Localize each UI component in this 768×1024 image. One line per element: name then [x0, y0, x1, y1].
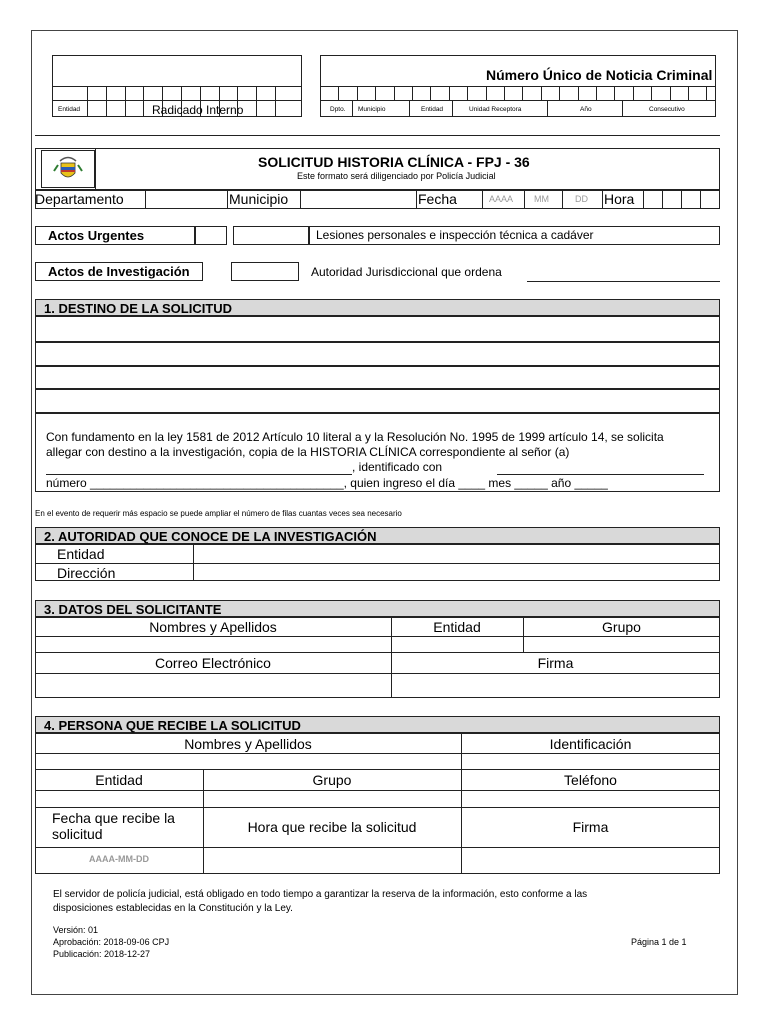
s4-grupo-field[interactable]: [204, 791, 460, 807]
cell-divider: [352, 100, 353, 117]
s4-telefono-label: Teléfono: [564, 772, 617, 788]
cell-divider: [357, 86, 358, 100]
departamento-field[interactable]: [145, 190, 227, 209]
entidad2-label: Entidad: [421, 106, 444, 113]
actos-investigacion-checkbox[interactable]: [231, 262, 299, 281]
municipio-row-label: Municipio: [229, 191, 289, 207]
cell-divider: [125, 86, 126, 117]
cell-divider: [522, 86, 523, 100]
footer-line-1: El servidor de policía judicial, está obligado en todo tiempo a garantizar la reserva de la información, esto conforme a las: [53, 889, 588, 900]
cell-divider: [578, 86, 579, 100]
s4-fecha-label-1: Fecha que recibe la: [52, 810, 175, 826]
footer-pagina: Página 1 de 1: [631, 937, 687, 947]
paragraph-line-1: Con fundamento en la ley 1581 de 2012 Artículo 10 literal a y la Resolución No. 1995 de 1999 artículo 14, se solicita: [46, 430, 664, 444]
paragraph-line-2: allegar con destino a la investigación, copia de la HISTORIA CLÍNICA correspondiente al señor (a): [46, 445, 570, 459]
actos-urgentes-field[interactable]: [233, 226, 309, 245]
consecutivo-label: Consecutivo: [649, 106, 685, 113]
footer-version: Versión: 01: [53, 925, 99, 935]
form-subtitle: Este formato será diligenciado por Policía Judicial: [297, 171, 496, 181]
s4-nombres-label: Nombres y Apellidos: [184, 736, 312, 752]
s4-telefono-field[interactable]: [462, 791, 719, 807]
cell-divider: [449, 86, 450, 100]
destino-row-4[interactable]: [35, 389, 720, 413]
hora-label: Hora: [604, 191, 635, 207]
s3-grupo-label: Grupo: [602, 619, 641, 635]
cell-divider: [467, 86, 468, 100]
cell-divider: [688, 86, 689, 100]
cell-divider: [504, 86, 505, 100]
s4-grupo-label: Grupo: [312, 772, 352, 788]
actos-urgentes-checkbox[interactable]: [195, 226, 227, 245]
dpto-label: Dpto.: [330, 106, 346, 113]
s4-entidad-field[interactable]: [36, 791, 202, 807]
section2-header: [35, 527, 720, 544]
cell-divider: [375, 86, 376, 100]
actos-investigacion-label: Actos de Investigación: [48, 264, 190, 279]
fecha-label: Fecha: [418, 191, 457, 207]
section3-title: 3. DATOS DEL SOLICITANTE: [44, 602, 222, 617]
s4-fecha-label-2: solicitud: [52, 826, 103, 842]
municipio-field[interactable]: [300, 190, 416, 209]
anio-label: Año: [580, 106, 592, 113]
s2-entidad-field[interactable]: [194, 545, 719, 563]
identificado-field[interactable]: [497, 474, 704, 475]
cell-divider: [651, 86, 652, 100]
s3-nombres-field[interactable]: [36, 637, 390, 652]
s4-hora-field[interactable]: [204, 848, 460, 873]
s4-firma-field[interactable]: [462, 848, 719, 873]
dd-field[interactable]: DD: [575, 194, 588, 204]
unidad-label: Unidad Receptora: [469, 106, 522, 113]
cell-divider: [547, 100, 548, 117]
cell-divider: [486, 86, 487, 100]
cell-divider: [622, 100, 623, 117]
section4-header: [35, 716, 720, 733]
departamento-label: Departamento: [35, 191, 124, 207]
cell-divider: [394, 86, 395, 100]
actos-urgentes-desc: Lesiones personales e inspección técnica a cadáver: [316, 228, 594, 242]
form-title: SOLICITUD HISTORIA CLÍNICA - FPJ - 36: [258, 154, 530, 170]
cell-divider: [596, 86, 597, 100]
cell-divider: [614, 86, 615, 100]
municipio-label: Municipio: [358, 106, 386, 113]
paragraph-line-3: , identificado con: [352, 460, 443, 474]
section1-note: En el evento de requerir más espacio se puede ampliar el número de filas cuantas veces sea necesario: [35, 509, 402, 518]
s3-correo-label: Correo Electrónico: [155, 655, 271, 671]
s4-fecha-field[interactable]: AAAA-MM-DD: [89, 854, 149, 864]
section1-header: [35, 299, 720, 316]
cell-divider: [430, 86, 431, 100]
s3-firma-field[interactable]: [392, 674, 719, 697]
s3-entidad-field[interactable]: [392, 637, 522, 652]
cell-divider: [275, 86, 276, 117]
destino-row-1[interactable]: [35, 316, 720, 342]
mm-field[interactable]: MM: [534, 194, 549, 204]
s4-firma-label: Firma: [572, 819, 609, 835]
s3-firma-label: Firma: [537, 655, 574, 671]
s2-entidad-label: Entidad: [57, 546, 105, 562]
cell-divider: [412, 86, 413, 100]
cell-divider: [338, 86, 339, 100]
section1-title: 1. DESTINO DE LA SOLICITUD: [44, 301, 233, 316]
cell-divider: [559, 86, 560, 100]
s4-entidad-label: Entidad: [95, 772, 143, 788]
colombia-emblem-icon: [41, 150, 95, 188]
cell-divider: [452, 100, 453, 117]
cell-divider: [106, 86, 107, 117]
destino-row-3[interactable]: [35, 366, 720, 389]
footer-line-2: disposiciones establecidas en la Constitución y la Ley.: [53, 903, 293, 914]
paragraph-line-4: número ______________________________________, quien ingreso el día ____ mes _____ año _____: [46, 476, 608, 490]
s4-nombres-field[interactable]: [36, 754, 460, 769]
s3-correo-field[interactable]: [36, 674, 390, 697]
s2-direccion-field[interactable]: [194, 564, 719, 581]
cell-divider: [541, 86, 542, 100]
s3-nombres-label: Nombres y Apellidos: [149, 619, 277, 635]
section4-title: 4. PERSONA QUE RECIBE LA SOLICITUD: [44, 718, 301, 733]
radicado-label: Radicado Interno: [152, 103, 244, 117]
senor-field[interactable]: [46, 474, 352, 475]
aaaa-field[interactable]: AAAA: [489, 194, 514, 204]
s2-direccion-label: Dirección: [57, 565, 116, 581]
destino-row-2[interactable]: [35, 342, 720, 366]
section2-title: 2. AUTORIDAD QUE CONOCE DE LA INVESTIGACIÓN: [44, 529, 377, 544]
cell-divider: [143, 86, 144, 117]
cell-divider: [409, 100, 410, 117]
cell-divider: [670, 86, 671, 100]
s4-identificacion-label: Identificación: [549, 736, 632, 752]
actos-urgentes-label: Actos Urgentes: [48, 228, 145, 243]
footer-publicacion: Publicación: 2018-12-27: [53, 949, 151, 959]
s3-grupo-field[interactable]: [524, 637, 719, 652]
cell-divider: [633, 86, 634, 100]
footer-aprobacion: Aprobación: 2018-09-06 CPJ: [53, 937, 170, 947]
section3-header: [35, 600, 720, 617]
cell-divider: [706, 86, 707, 100]
nunc-title: Número Único de Noticia Criminal: [486, 67, 713, 83]
cell-divider: [256, 86, 257, 117]
entidad-label: Entidad: [58, 106, 81, 113]
header-divider: [35, 135, 720, 136]
s4-hora-label: Hora que recibe la solicitud: [247, 819, 417, 835]
s3-entidad-label: Entidad: [433, 619, 481, 635]
autoridad-field[interactable]: [527, 281, 720, 282]
s4-identificacion-field[interactable]: [462, 754, 719, 769]
autoridad-label: Autoridad Jurisdiccional que ordena: [311, 265, 502, 279]
cell-divider: [87, 86, 88, 117]
